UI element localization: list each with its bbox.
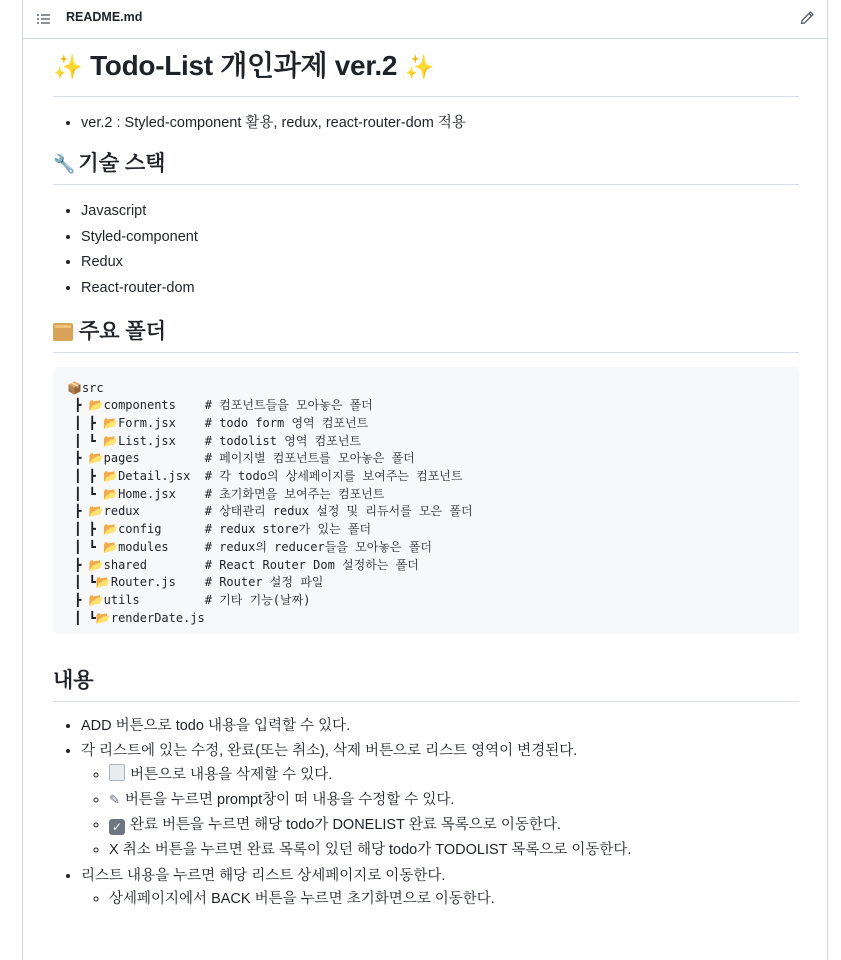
- folder-tree-code-block: 📦src ┣ 📂components # 컴포넌트들을 모아놓은 폴더 ┃ ┣ 📂Form.jsx # todo form 영역 컴포넌트 ┃ ┗ 📂List.jsx # todolist 영역 컴포넌트 ┣ 📂pages # 페이지별 컴포넌트를 모아놓은 폴더 ┃ ┣ 📂Detail.jsx # 각 todo의 상세페이지를 보여주는 컴포넌트 ┃ ┗ 📂Home.jsx # 초기화면을 보여주는 컴포넌트 ┣ 📂redux # 상태관리 redux 설정 및 리듀서를 모은 폴더 ┃ ┣ 📂config # redux store가 있는 폴더 ┃ ┗ 📂modules # redux의 reducer들을 모아놓은 폴더 ┣ 📂shared # React Router Dom 설정하는 폴더 ┃ ┗📂Router.js # Router 설정 파일 ┣ 📂utils # 기타 기능(날짜) ┃ ┗📂renderDate.js: [53, 367, 799, 634]
- folders-heading: [53, 318, 799, 353]
- sub-list: [81, 764, 799, 860]
- trash-icon: [109, 764, 125, 781]
- content-list: [53, 716, 799, 909]
- page-title: [53, 48, 799, 97]
- sub-list-item: ◦ X 취소 버튼을 누르면 완료 목록이 있던 해당 todo가 TODOLIST 목록으로 이동한다.: [109, 840, 799, 860]
- list-item: • Javascript: [81, 201, 799, 221]
- pencil-icon: ✎: [109, 792, 120, 807]
- list-unordered-icon[interactable]: [36, 11, 52, 27]
- list-item: • ver.2 : Styled-component 활용, redux, react-router-dom 적용: [81, 113, 799, 133]
- list-item: • ADD 버튼으로 todo 내용을 입력할 수 있다.: [81, 716, 799, 736]
- wrench-icon: 🔧: [53, 154, 76, 174]
- sparkle-icon: ✨: [404, 54, 435, 81]
- list-item: • 각 리스트에 있는 수정, 완료(또는 취소), 삭제 버튼으로 리스트 영역이 변경된다. ◦ 버튼으로 내용을 삭제할 수 있다. ◦ ✎ 버튼을 누르면 prompt창이 떠 내용을 수정할 수 있다. ◦ ✓ 완료 버튼을 누르면 해당 todo가 DONELIST 완료 목록으로 이동한다. ◦ X 취소 버튼을 누르면 완료 목록이 있던 해당 todo가 TODOLIST 목록으로 이동한다.: [81, 741, 799, 860]
- sparkle-icon: ✨: [53, 54, 83, 81]
- list-item: • Redux: [81, 252, 799, 272]
- stack-heading: [53, 150, 799, 185]
- card-file-box-icon: [53, 323, 73, 341]
- list-item: • React-router-dom: [81, 278, 799, 298]
- file-name: README.md: [66, 10, 143, 24]
- list-item: • Styled-component: [81, 227, 799, 247]
- sub-list-item: ◦ ✎ 버튼을 누르면 prompt창이 떠 내용을 수정할 수 있다.: [109, 790, 799, 810]
- intro-list: [53, 113, 799, 133]
- readme-content: [53, 38, 799, 914]
- check-icon: ✓: [109, 819, 125, 835]
- readme-frame: [22, 0, 828, 960]
- sub-list: [81, 889, 799, 909]
- folders-heading-text: 주요 폴더: [79, 319, 166, 343]
- sub-list-item: ◦ 상세페이지에서 BACK 버튼을 누르면 초기화면으로 이동한다.: [109, 889, 799, 909]
- stack-list: [53, 201, 799, 298]
- list-item: • 리스트 내용을 누르면 해당 리스트 상세페이지로 이동한다. ◦ 상세페이지에서 BACK 버튼을 누르면 초기화면으로 이동한다.: [81, 866, 799, 909]
- file-header: [23, 0, 827, 39]
- pencil-icon[interactable]: [799, 10, 815, 26]
- sub-list-item: ◦ ✓ 완료 버튼을 누르면 해당 todo가 DONELIST 완료 목록으로 이동한다.: [109, 815, 799, 835]
- content-heading: 내용: [53, 667, 799, 702]
- stack-heading-text: 기술 스택: [78, 152, 166, 175]
- sub-list-item: ◦ 버튼으로 내용을 삭제할 수 있다.: [109, 764, 799, 785]
- page-title-text: Todo-List 개인과제 ver.2: [90, 50, 398, 81]
